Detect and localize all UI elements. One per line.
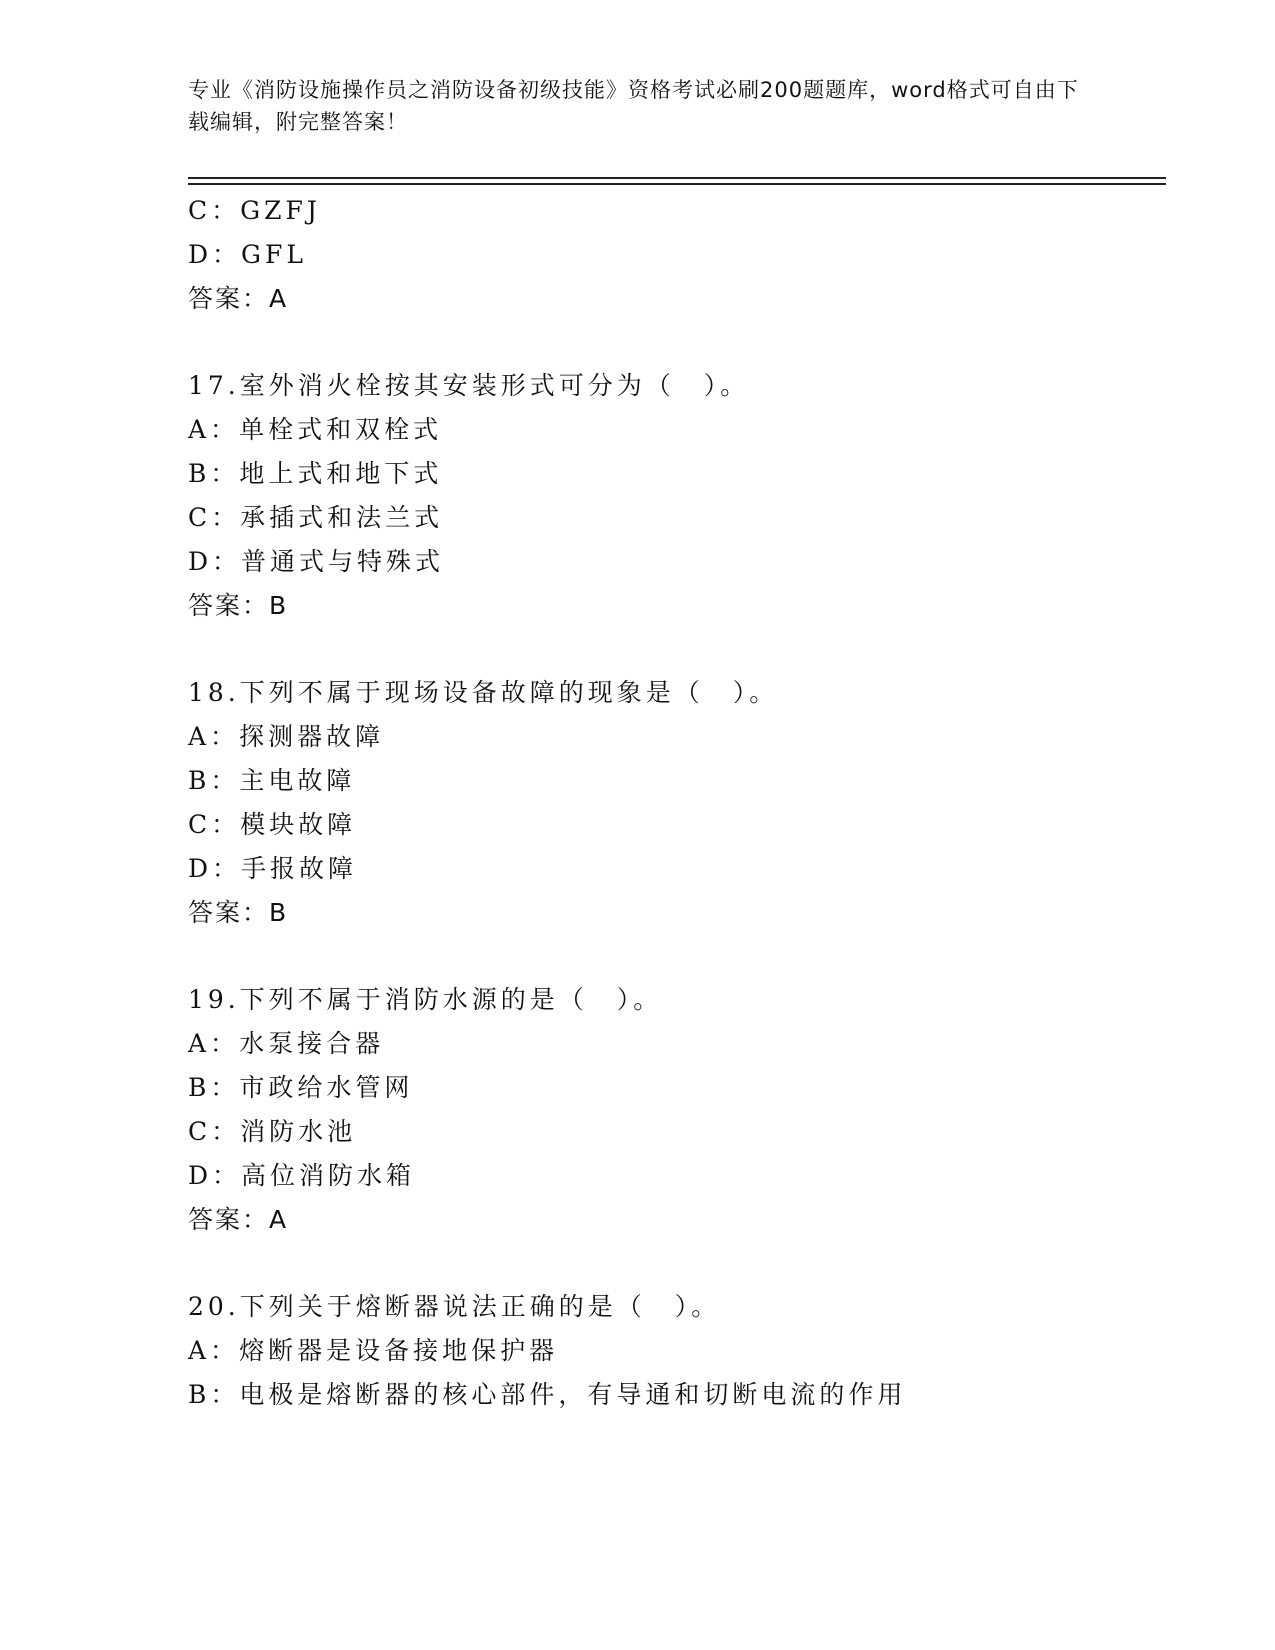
- question-19-stem: [188, 985, 662, 1015]
- option-label: C：: [188, 503, 241, 532]
- question-17-option-c: [188, 503, 443, 533]
- question-20-option-a: [188, 1336, 558, 1366]
- question-17-option-d: [188, 547, 444, 577]
- header-divider-top: [188, 177, 1166, 179]
- option-label: C：: [188, 810, 241, 839]
- option-label: A：: [188, 415, 240, 444]
- prev-option-d: [188, 240, 307, 270]
- option-text: 手报故障: [241, 854, 358, 883]
- question-text: 下列不属于现场设备故障的现象是（ ）。: [239, 678, 779, 707]
- question-19-option-d: [188, 1161, 415, 1191]
- option-label: C：: [188, 196, 241, 225]
- option-text: 熔断器是设备接地保护器: [239, 1336, 559, 1365]
- option-text: 探测器故障: [239, 722, 385, 751]
- question-number: 17.: [188, 371, 240, 400]
- option-text: GZFJ: [240, 196, 321, 225]
- question-text: 下列关于熔断器说法正确的是（ ）。: [239, 1292, 721, 1321]
- prev-option-c: [188, 196, 321, 226]
- option-label: B：: [188, 459, 240, 488]
- question-18-answer: 答案：B: [188, 898, 289, 927]
- option-text: 地上式和地下式: [239, 459, 443, 488]
- header-divider-bottom: [188, 183, 1166, 185]
- question-19-answer: 答案：A: [188, 1205, 289, 1234]
- question-17-option-a: [188, 415, 442, 445]
- option-text: 普通式与特殊式: [241, 547, 445, 576]
- option-label: D：: [188, 854, 242, 883]
- option-text: 主电故障: [239, 766, 356, 795]
- document-header: 专业《消防设施操作员之消防设备初级技能》资格考试必刷200题题库，word格式可自由下载编辑，附完整答案！: [188, 78, 1079, 134]
- option-text: GFL: [241, 240, 307, 269]
- option-label: D：: [188, 1161, 242, 1190]
- question-number: 19.: [188, 985, 240, 1014]
- question-number: 18.: [188, 678, 240, 707]
- option-label: A：: [188, 1336, 240, 1365]
- question-17-stem: [188, 371, 749, 401]
- question-19-option-b: [188, 1073, 413, 1103]
- question-18-option-c: [188, 810, 356, 840]
- option-label: B：: [188, 1380, 240, 1409]
- option-text: 承插式和法兰式: [240, 503, 444, 532]
- option-text: 模块故障: [240, 810, 357, 839]
- option-label: B：: [188, 1073, 240, 1102]
- question-18-option-a: [188, 722, 384, 752]
- prev-answer: 答案：A: [188, 284, 289, 313]
- option-label: A：: [188, 1029, 240, 1058]
- question-20-stem: [188, 1292, 720, 1322]
- option-text: 高位消防水箱: [241, 1161, 416, 1190]
- question-17-option-b: [188, 459, 442, 489]
- option-label: D：: [188, 547, 242, 576]
- option-label: B：: [188, 766, 240, 795]
- option-text: 市政给水管网: [239, 1073, 414, 1102]
- question-18-option-b: [188, 766, 355, 796]
- option-text: 消防水池: [240, 1117, 357, 1146]
- question-text: 室外消火栓按其安装形式可分为（ ）。: [239, 371, 750, 400]
- question-text: 下列不属于消防水源的是（ ）。: [239, 985, 663, 1014]
- question-number: 20.: [188, 1292, 240, 1321]
- question-20-option-b: [188, 1380, 906, 1410]
- option-label: A：: [188, 722, 240, 751]
- option-text: 电极是熔断器的核心部件，有导通和切断电流的作用: [239, 1380, 907, 1409]
- question-17-answer: 答案：B: [188, 591, 289, 620]
- question-19-option-c: [188, 1117, 356, 1147]
- option-label: D：: [188, 240, 242, 269]
- option-label: C：: [188, 1117, 241, 1146]
- option-text: 单栓式和双栓式: [239, 415, 443, 444]
- question-18-stem: [188, 678, 778, 708]
- question-18-option-d: [188, 854, 357, 884]
- option-text: 水泵接合器: [239, 1029, 385, 1058]
- question-19-option-a: [188, 1029, 384, 1059]
